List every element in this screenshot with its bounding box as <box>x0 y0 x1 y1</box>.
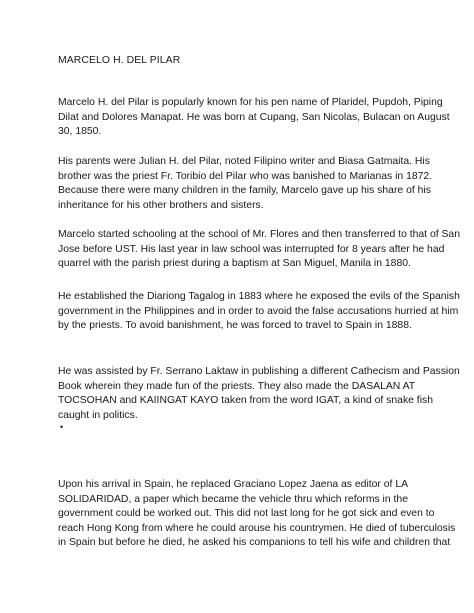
text-line: 30, 1850. <box>58 126 102 138</box>
paragraph-schooling <box>58 228 460 272</box>
text-line: caught in politics. <box>58 409 138 421</box>
text-line: government could be worked out. This did not last long for he got sick and even to <box>58 508 435 520</box>
text-line: in Spain but before he died, he asked his companions to tell his wife and children that <box>58 537 451 549</box>
text-line: by the priests. To avoid banishment, he was forced to travel to Spain in 1888. <box>58 320 412 332</box>
text-line: He established the Diariong Tagalog in 1883 where he exposed the evils of the Spanish <box>58 291 460 302</box>
text-line: Marcelo H. del Pilar is popularly known for his pen name of Plaridel, Pupdoh, Piping <box>58 97 443 108</box>
text-line: SOLIDARIDAD, a paper which became the vehicle thru which reforms in the <box>58 493 408 505</box>
text-line: government in the Philippines and in order to avoid the false accusations hurried at him <box>58 305 459 317</box>
text-line: His parents were Julian H. del Pilar, noted Filipino writer and Biasa Gatmaita. His <box>58 156 430 167</box>
bullet-marker: • <box>60 422 64 432</box>
text-line: Jose before UST. His last year in law school was interrupted for 8 years after he had <box>58 243 445 255</box>
text-line: Dilat and Dolores Manapat. He was born at Cupang, San Nicolas, Bulacan on August <box>58 111 450 123</box>
text-line: Book wherein they made fun of the priests. They also made the DASALAN AT <box>58 380 416 392</box>
text-line: Marcelo started schooling at the school of Mr. Flores and then transferred to that of San <box>58 229 460 240</box>
paragraph-laktaw <box>58 365 460 423</box>
document-title: MARCELO H. DEL PILAR <box>58 55 181 66</box>
text-line: TOCSOHAN and KAIINGAT KAYO taken from the word IGAT, a kind of snake fish <box>58 395 433 407</box>
text-line: Because there were many children in the family, Marcelo gave up his share of his <box>58 185 431 197</box>
paragraph-family <box>58 155 433 213</box>
paragraph-diariong-tagalog <box>58 290 460 334</box>
text-line: brother was the priest Fr. Toribio del Pilar who was banished to Marianas in 1872. <box>58 170 433 182</box>
text-line: He was assisted by Fr. Serrano Laktaw in publishing a different Cathecism and Passion <box>58 366 460 377</box>
paragraph-spain <box>58 478 456 551</box>
text-line: inheritance for his other brothers and sisters. <box>58 199 264 211</box>
text-line: Upon his arrival in Spain, he replaced Graciano Lopez Jaena as editor of LA <box>58 479 409 490</box>
paragraph-intro <box>58 96 450 140</box>
text-line: quarrel with the parish priest during a baptism at San Miguel, Manila in 1880. <box>58 258 411 270</box>
text-line: reach Hong Kong from where he could arouse his countrymen. He died of tuberculosis <box>58 522 456 534</box>
